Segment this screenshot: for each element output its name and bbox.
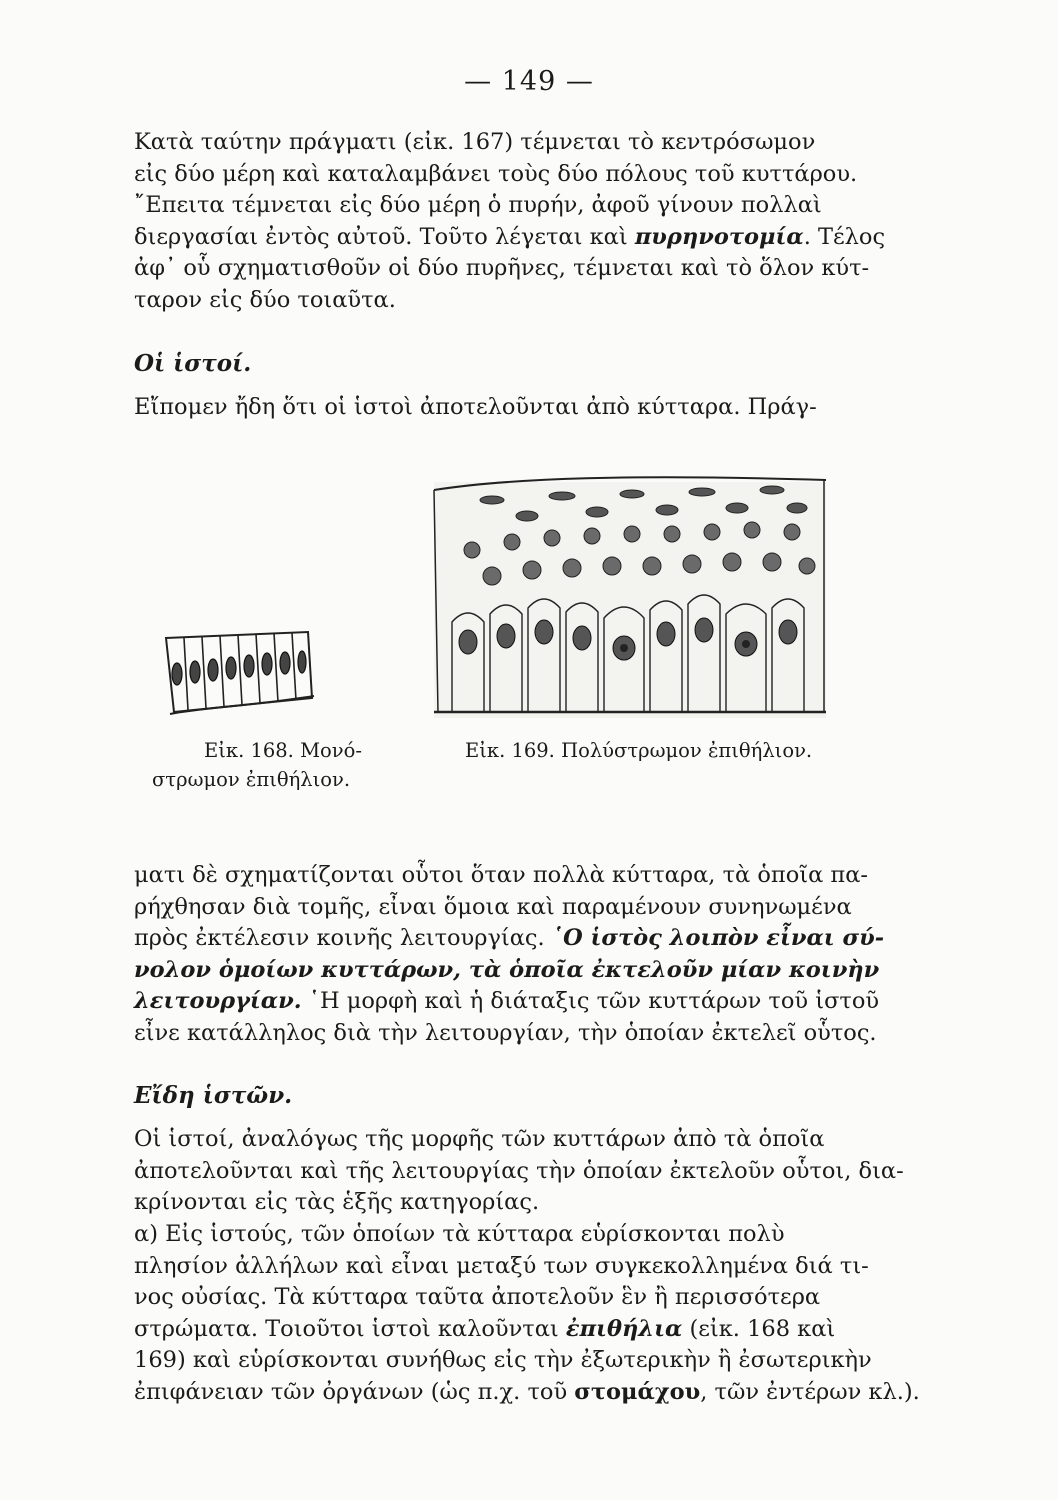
text-run: ἐπιφάνειαν τῶν ὀργάνων (ὡς π.χ. τοῦ (134, 1378, 575, 1405)
section-heading-tissue-types: Εἴδη ἱστῶν. (134, 1082, 293, 1109)
paragraph-cell-division (134, 127, 894, 316)
text-line: ταρον εἰς δύο τοιαῦτα. (134, 286, 396, 313)
caption-figure-168 (152, 736, 362, 794)
text-line (134, 986, 894, 1018)
text-line: ἀποτελοῦνται καὶ τῆς λειτουργίας τὴν ὁποίαν ἐκτελοῦν οὗτοι, δια- (134, 1157, 904, 1184)
text-run: διεργασίαι ἐντὸς αὐτοῦ. Τοῦτο λέγεται καὶ (134, 223, 635, 250)
term-pyrinotomia: πυρηνοτομία (634, 223, 804, 250)
text-line: εἰς δύο μέρη καὶ καταλαμβάνει τοὺς δύο πόλους τοῦ κυττάρου. (134, 160, 858, 187)
text-run: , τῶν ἐντέρων κλ.). (700, 1378, 920, 1405)
text-line (134, 923, 894, 955)
text-run: (εἰκ. 168 καὶ (682, 1315, 836, 1342)
text-line: ἀφ᾽ οὗ σχηματισθοῦν οἱ δύο πυρῆνες, τέμνεται καὶ τὸ ὅλον κύτ- (134, 255, 870, 281)
figure-168-simple-epithelium (160, 628, 320, 720)
caption-line: Εἰκ. 168. Μονό- (204, 739, 362, 762)
text-line (134, 1377, 920, 1409)
text-line: νος οὐσίας. Τὰ κύτταρα ταῦτα ἀποτελοῦν ἓν ἢ περισσότερα (134, 1284, 821, 1310)
section-heading-tissues: Οἱ ἱστοί. (134, 350, 252, 377)
text-line: ῎Επειτα τέμνεται εἰς δύο μέρη ὁ πυρήν, ἀφοῦ γίνουν πολλαὶ (134, 192, 822, 218)
text-line (134, 222, 894, 254)
text-run: . Τέλος (803, 223, 886, 250)
text-line: εἶνε κατάλληλος διὰ τὴν λειτουργίαν, τὴν ὁποίαν ἐκτελεῖ οὗτος. (134, 1019, 877, 1046)
text-line: Κατὰ ταύτην πράγματι (εἰκ. 167) τέμνεται τὸ κεντρόσωμον (134, 129, 816, 155)
paragraph-tissue-types (134, 1124, 904, 1219)
definition-emphasis: νολον ὁμοίων κυττάρων, τὰ ὁποῖα ἐκτελοῦν μίαν κοινὴν (134, 956, 880, 983)
text-run: πρὸς ἐκτέλεσιν κοινῆς λειτουργίας. (134, 925, 552, 951)
paragraph-epithelia (134, 1219, 920, 1408)
text-line: Εἴπομεν ἤδη ὅτι οἱ ἱστοὶ ἀποτελοῦνται ἀπὸ κύτταρα. Πράγ- (134, 394, 817, 420)
text-line: Οἱ ἱστοί, ἀναλόγως τῆς μορφῆς τῶν κυττάρων ἀπὸ τὰ ὁποῖα (134, 1126, 825, 1152)
definition-emphasis: λειτουργίαν. (134, 988, 302, 1014)
definition-emphasis: ῾Ο ἱστὸς λοιπὸν εἶναι σύ- (551, 925, 885, 951)
text-line: κρίνονται εἰς τὰς ἑξῆς κατηγορίας. (134, 1189, 540, 1215)
paragraph-tissue-definition (134, 860, 894, 1049)
text-line: 169) καὶ εὑρίσκονται συνήθως εἰς τὴν ἐξωτερικὴν ἢ ἐσωτερικὴν (134, 1347, 872, 1373)
page-number: — 149 — (464, 66, 594, 97)
text-run: στρώματα. Τοιοῦτοι ἱστοὶ καλοῦνται (134, 1315, 566, 1342)
caption-line: Εἰκ. 169. Πολύστρωμον ἐπιθήλιον. (465, 739, 813, 762)
text-run: ῾Η μορφὴ καὶ ἡ διάταξις τῶν κυττάρων τοῦ ἱστοῦ (301, 988, 880, 1014)
term-stomach: στομάχου (574, 1378, 701, 1405)
text-line: ματι δὲ σχηματίζονται οὗτοι ὅταν πολλὰ κύτταρα, τὰ ὁποῖα πα- (134, 862, 868, 888)
figure-169-stratified-epithelium (432, 472, 830, 724)
caption-figure-169 (465, 736, 812, 765)
text-line: α) Εἰς ἱστούς, τῶν ὁποίων τὰ κύτταρα εὑρίσκονται πολὺ (134, 1221, 785, 1247)
paragraph-tissues-intro (134, 392, 894, 424)
text-line (134, 1314, 894, 1346)
text-line: πλησίον ἀλλήλων καὶ εἶναι μεταξύ των συγκεκολλημένα διά τι- (134, 1252, 869, 1279)
term-epithelia: ἐπιθήλια (565, 1315, 683, 1342)
text-line (134, 955, 894, 987)
text-line: ρήχθησαν διὰ τομῆς, εἶναι ὅμοια καὶ παραμένουν συνηνωμένα (134, 893, 852, 920)
caption-line: στρωμον ἐπιθήλιον. (152, 768, 351, 791)
